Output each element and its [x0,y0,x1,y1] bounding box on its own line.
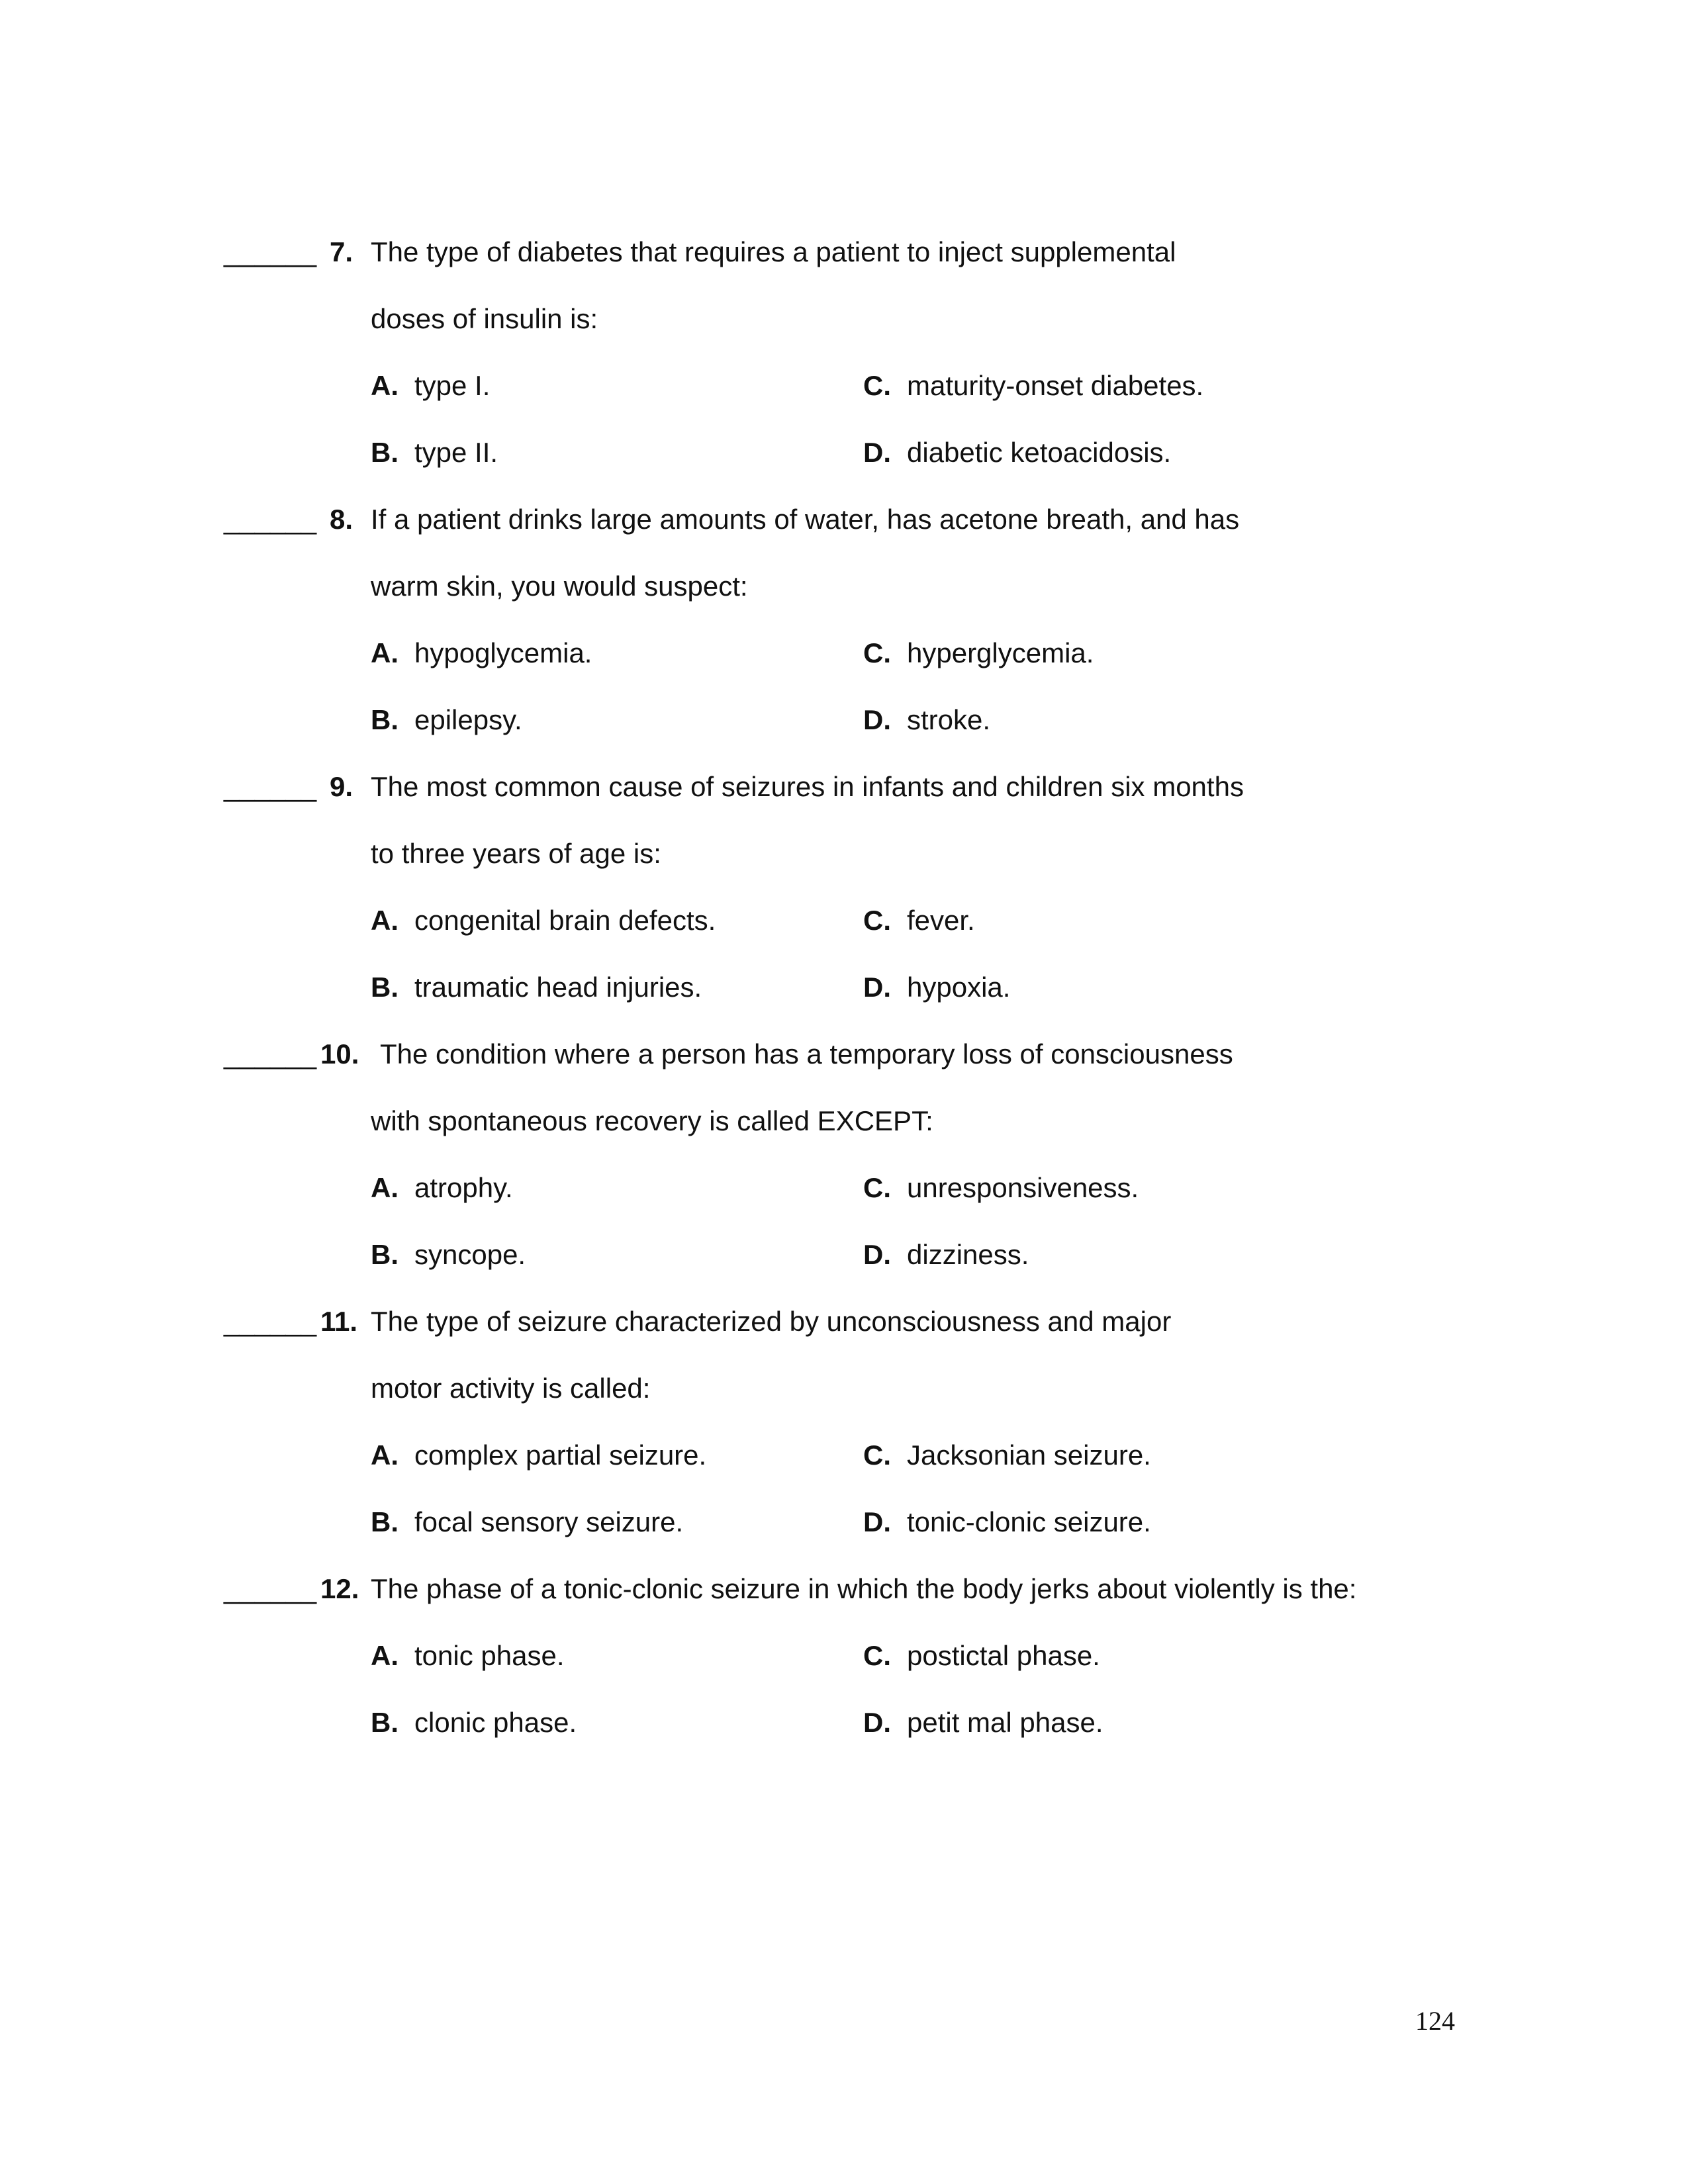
options-row [224,887,1481,954]
question-stem-line [224,1087,1481,1154]
option-text: dizziness. [907,1239,1029,1270]
option-text: petit mal phase. [907,1707,1103,1738]
option-text: traumatic head injuries. [414,972,702,1003]
option-letter: C. [863,1640,891,1671]
option-b [371,1221,526,1288]
answer-blank: ______ [224,504,317,535]
question-stem-line [224,820,1481,887]
question-stem-line [224,1021,1481,1087]
question-stem-line [224,1288,1481,1355]
options-row [224,352,1481,419]
option-c [863,1422,1151,1488]
option-letter: D. [863,1239,891,1270]
question-stem: The most common cause of seizures in infants and children six months [371,771,1244,802]
option-letter: C. [863,1439,891,1471]
question-9 [224,753,1481,1021]
option-text: diabetic ketoacidosis. [907,437,1172,468]
option-letter: B. [371,1239,399,1270]
options-row [224,1488,1481,1555]
option-letter: A. [371,1439,399,1471]
option-text: Jacksonian seizure. [907,1439,1151,1471]
options-row [224,686,1481,753]
options-row [224,619,1481,686]
option-letter: D. [863,1707,891,1738]
option-d [863,1488,1151,1555]
option-letter: A. [371,637,399,668]
question-number: 11. [320,1306,358,1337]
option-a [371,1622,565,1689]
option-a [371,1154,513,1221]
options-row [224,1221,1481,1288]
option-letter: A. [371,370,399,401]
option-letter: B. [371,437,399,468]
option-letter: D. [863,972,891,1003]
question-12 [224,1555,1481,1756]
answer-blank: ______ [224,1038,317,1069]
options-row [224,419,1481,486]
question-stem: motor activity is called: [371,1373,651,1404]
option-text: type I. [414,370,491,401]
option-d [863,686,990,753]
option-text: postictal phase. [907,1640,1100,1671]
question-stem-line [224,553,1481,619]
answer-blank: ______ [224,236,317,267]
question-stem: If a patient drinks large amounts of water, has acetone breath, and has [371,504,1240,535]
option-letter: C. [863,637,891,668]
option-text: hypoglycemia. [414,637,592,668]
question-stem: warm skin, you would suspect: [371,570,748,602]
option-letter: A. [371,905,399,936]
option-b [371,954,702,1021]
option-letter: D. [863,437,891,468]
option-b [371,686,522,753]
options-row [224,1422,1481,1488]
answer-blank: ______ [224,1306,317,1337]
question-stem: to three years of age is: [371,838,661,869]
option-c [863,1154,1139,1221]
option-text: tonic-clonic seizure. [907,1506,1151,1537]
option-text: type II. [414,437,498,468]
option-text: unresponsiveness. [907,1172,1139,1203]
option-d [863,954,1010,1021]
question-7 [224,218,1481,486]
option-letter: D. [863,704,891,735]
question-stem: doses of insulin is: [371,303,598,334]
option-text: hypoxia. [907,972,1011,1003]
option-b [371,1488,683,1555]
option-text: hyperglycemia. [907,637,1094,668]
options-row [224,1689,1481,1756]
option-letter: A. [371,1640,399,1671]
option-letter: B. [371,1506,399,1537]
option-a [371,1422,706,1488]
options-row [224,1154,1481,1221]
option-c [863,1622,1100,1689]
options-row [224,954,1481,1021]
option-text: atrophy. [414,1172,513,1203]
option-b [371,419,498,486]
option-text: clonic phase. [414,1707,577,1738]
option-a [371,619,592,686]
answer-blank: ______ [224,1573,317,1604]
question-stem-line [224,1355,1481,1422]
question-8 [224,486,1481,753]
option-c [863,352,1203,419]
options-row [224,1622,1481,1689]
option-d [863,1221,1029,1288]
option-text: maturity-onset diabetes. [907,370,1204,401]
option-text: focal sensory seizure. [414,1506,684,1537]
option-letter: D. [863,1506,891,1537]
question-stem-line [224,753,1481,820]
option-letter: C. [863,1172,891,1203]
question-stem-line [224,1555,1481,1622]
option-d [863,1689,1103,1756]
option-text: tonic phase. [414,1640,565,1671]
question-stem: The condition where a person has a temporary loss of consciousness [380,1038,1233,1069]
question-number: 9. [330,771,353,802]
question-11 [224,1288,1481,1555]
option-c [863,619,1094,686]
option-letter: C. [863,370,891,401]
question-stem-line [224,486,1481,553]
question-stem-line [224,285,1481,352]
option-letter: B. [371,1707,399,1738]
question-number: 10. [320,1038,359,1069]
question-10 [224,1021,1481,1288]
question-stem-line [224,218,1481,285]
option-a [371,352,490,419]
option-b [371,1689,577,1756]
question-stem: The type of seizure characterized by unconsciousness and major [371,1306,1172,1337]
question-stem: The phase of a tonic-clonic seizure in which the body jerks about violently is the: [371,1573,1357,1604]
option-text: syncope. [414,1239,526,1270]
option-letter: A. [371,1172,399,1203]
option-c [863,887,975,954]
option-letter: B. [371,972,399,1003]
option-a [371,887,716,954]
option-text: congenital brain defects. [414,905,716,936]
answer-blank: ______ [224,771,317,802]
question-number: 7. [330,236,353,267]
option-text: epilepsy. [414,704,522,735]
option-text: complex partial seizure. [414,1439,707,1471]
question-number: 12. [320,1573,359,1604]
question-number: 8. [330,504,353,535]
option-text: fever. [907,905,975,936]
option-d [863,419,1171,486]
question-stem: The type of diabetes that requires a patient to inject supplemental [371,236,1176,267]
option-letter: C. [863,905,891,936]
question-stem: with spontaneous recovery is called EXCEPT: [371,1105,933,1136]
page-number: 124 [1415,2006,1455,2036]
option-text: stroke. [907,704,991,735]
option-letter: B. [371,704,399,735]
